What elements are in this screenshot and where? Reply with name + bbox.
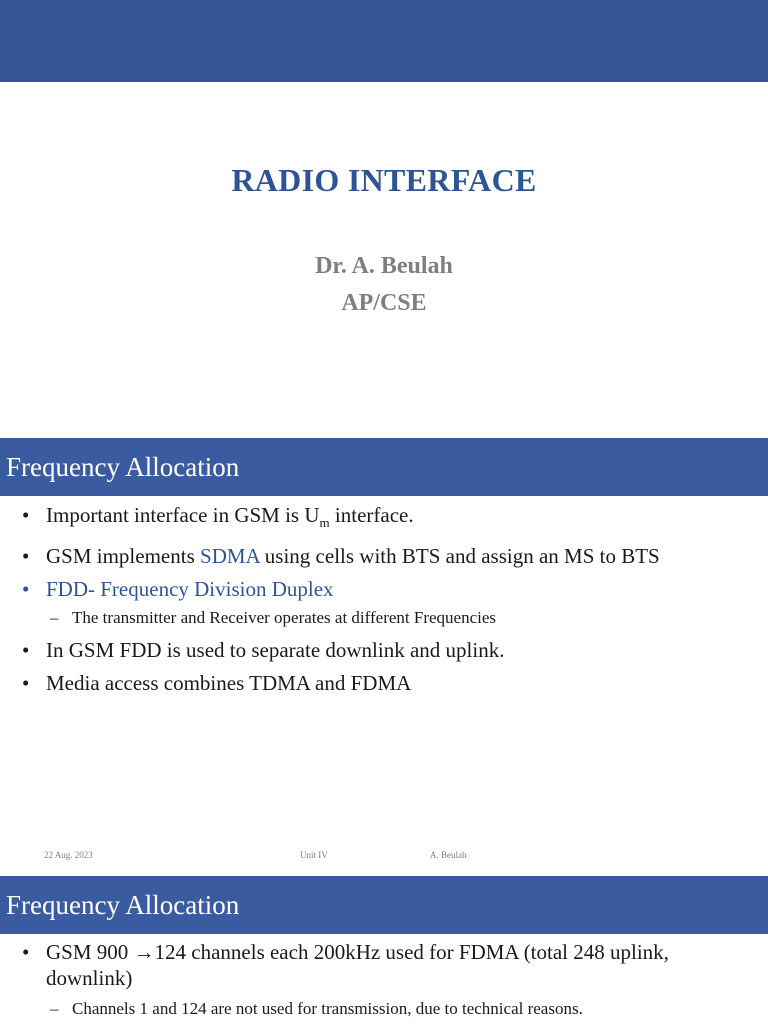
- slide-heading: Frequency Allocation: [0, 438, 768, 496]
- list-item: • GSM 900 →124 channels each 200kHz used for FDMA (total 248 uplink, downlink): [22, 940, 669, 990]
- slide-title: RADIO INTERFACE: [231, 162, 537, 198]
- bullet-icon: •: [22, 544, 30, 569]
- footer-date: 22 Aug. 2023: [44, 850, 93, 860]
- dash-icon: –: [50, 608, 59, 628]
- list-item: • Media access combines TDMA and FDMA: [22, 671, 412, 696]
- footer-unit: Unit IV: [300, 850, 328, 860]
- author-role: AP/CSE: [341, 290, 427, 316]
- title-slide: [0, 0, 768, 438]
- list-item: • Important interface in GSM is $U_m$ interface.: [22, 503, 414, 531]
- footer-author: A. Beulah: [430, 850, 467, 860]
- bullet-icon: •: [22, 503, 30, 527]
- list-item: • GSM implements SDMA using cells with BTS and assign an MS to BTS: [22, 544, 660, 569]
- sub-list-item: – The transmitter and Receiver operates at different Frequencies: [0, 605, 768, 631]
- bullet-icon: •: [22, 577, 30, 602]
- dash-icon: –: [50, 999, 59, 1018]
- bullet-icon: •: [22, 638, 30, 663]
- bullet-list: [0, 939, 768, 1022]
- sdma-term: SDMA: [200, 544, 260, 569]
- frequency-allocation-slide-1: [0, 438, 768, 876]
- bullet-icon: •: [22, 940, 30, 964]
- sub-list-item: – Channels 1 and 124 are not used for transmission, due to technical reasons.: [0, 996, 768, 1022]
- list-item: • FDD- Frequency Division Duplex: [22, 577, 334, 602]
- list-item: • In GSM FDD is used to separate downlink and uplink.: [22, 638, 505, 663]
- bullet-list: [0, 502, 768, 696]
- title-slide-header-bar: [0, 0, 768, 82]
- author-name: Dr. A. Beulah: [315, 253, 453, 279]
- slide-heading: Frequency Allocation: [0, 876, 768, 934]
- frequency-allocation-slide-2: [0, 876, 768, 1024]
- bullet-icon: •: [22, 671, 30, 696]
